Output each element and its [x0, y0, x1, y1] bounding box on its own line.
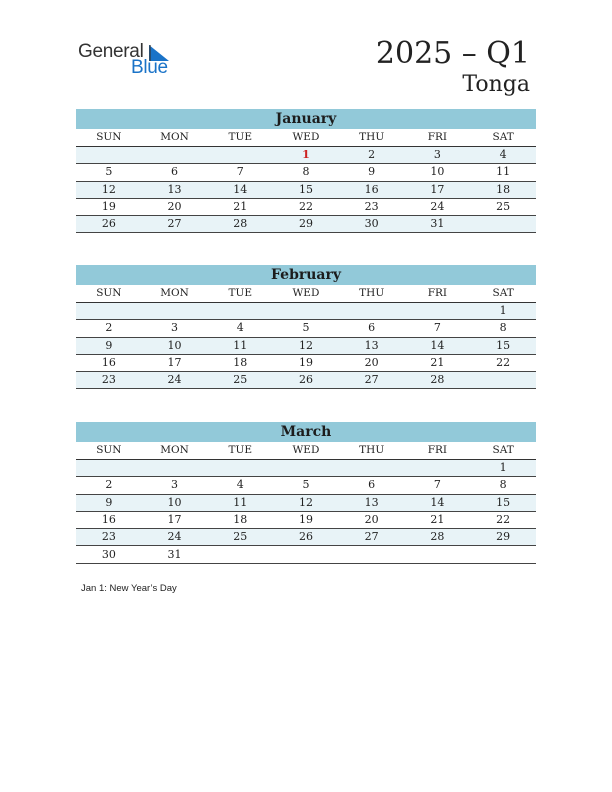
weekday-header-row — [76, 129, 536, 147]
day-cell: 12 — [273, 494, 339, 511]
day-cell: 1 — [470, 303, 536, 320]
week-row — [76, 147, 536, 164]
weekday-label: FRI — [405, 442, 471, 460]
weekday-label: WED — [273, 442, 339, 460]
day-cell: 5 — [273, 477, 339, 494]
day-cell — [273, 546, 339, 563]
day-cell: 3 — [142, 477, 208, 494]
weekday-label: THU — [339, 129, 405, 147]
day-cell: 27 — [142, 216, 208, 233]
day-cell: 23 — [76, 372, 142, 389]
day-cell: 13 — [339, 337, 405, 354]
week-row — [76, 354, 536, 371]
day-cell — [76, 303, 142, 320]
day-cell: 2 — [76, 477, 142, 494]
day-cell: 16 — [76, 354, 142, 371]
month-title: February — [76, 265, 536, 285]
day-cell: 24 — [405, 198, 471, 215]
day-cell — [339, 303, 405, 320]
day-cell: 4 — [470, 147, 536, 164]
weekday-label: SUN — [76, 285, 142, 303]
day-cell — [339, 546, 405, 563]
day-cell: 6 — [339, 320, 405, 337]
day-cell: 14 — [405, 494, 471, 511]
day-cell: 28 — [405, 372, 471, 389]
day-cell: 19 — [273, 511, 339, 528]
day-cell: 30 — [76, 546, 142, 563]
day-cell: 6 — [339, 477, 405, 494]
calendar-table — [76, 129, 536, 233]
day-cell — [76, 147, 142, 164]
month-title: January — [76, 109, 536, 129]
day-cell: 28 — [405, 529, 471, 546]
day-cell: 7 — [405, 320, 471, 337]
weekday-label: FRI — [405, 129, 471, 147]
day-cell: 17 — [142, 354, 208, 371]
day-cell: 19 — [76, 198, 142, 215]
day-cell: 27 — [339, 372, 405, 389]
day-cell: 4 — [207, 320, 273, 337]
day-cell — [470, 372, 536, 389]
day-cell: 17 — [142, 511, 208, 528]
day-cell: 15 — [470, 337, 536, 354]
weekday-label: SAT — [470, 285, 536, 303]
week-row — [76, 164, 536, 181]
day-cell — [405, 460, 471, 477]
day-cell: 28 — [207, 216, 273, 233]
day-cell: 3 — [405, 147, 471, 164]
day-cell: 7 — [207, 164, 273, 181]
calendar-table — [76, 285, 536, 389]
day-cell: 22 — [470, 354, 536, 371]
day-cell: 14 — [207, 181, 273, 198]
day-cell: 4 — [207, 477, 273, 494]
day-cell: 6 — [142, 164, 208, 181]
weekday-label: THU — [339, 285, 405, 303]
weekday-label: MON — [142, 285, 208, 303]
day-cell: 2 — [339, 147, 405, 164]
day-cell: 18 — [207, 511, 273, 528]
day-cell: 20 — [142, 198, 208, 215]
day-cell: 5 — [76, 164, 142, 181]
day-cell — [142, 147, 208, 164]
week-row — [76, 494, 536, 511]
weekday-label: SAT — [470, 129, 536, 147]
day-cell: 8 — [273, 164, 339, 181]
week-row — [76, 372, 536, 389]
day-cell: 26 — [273, 529, 339, 546]
week-row — [76, 320, 536, 337]
weekday-label: FRI — [405, 285, 471, 303]
day-cell — [142, 303, 208, 320]
day-cell: 11 — [207, 494, 273, 511]
logo-text-general: General — [78, 41, 144, 62]
day-cell: 5 — [273, 320, 339, 337]
day-cell: 9 — [76, 337, 142, 354]
day-cell: 22 — [470, 511, 536, 528]
day-cell: 21 — [405, 511, 471, 528]
week-row — [76, 303, 536, 320]
day-cell — [142, 460, 208, 477]
day-cell: 16 — [76, 511, 142, 528]
holiday-note: Jan 1: New Year’s Day — [81, 583, 177, 594]
week-row — [76, 216, 536, 233]
day-cell: 25 — [470, 198, 536, 215]
day-cell: 15 — [273, 181, 339, 198]
weekday-label: SAT — [470, 442, 536, 460]
day-cell: 1 — [470, 460, 536, 477]
week-row — [76, 181, 536, 198]
day-cell — [207, 546, 273, 563]
day-cell: 26 — [273, 372, 339, 389]
day-cell — [405, 303, 471, 320]
day-cell: 22 — [273, 198, 339, 215]
day-cell: 15 — [470, 494, 536, 511]
day-cell: 24 — [142, 372, 208, 389]
day-cell: 10 — [142, 337, 208, 354]
week-row — [76, 511, 536, 528]
day-cell: 18 — [470, 181, 536, 198]
day-cell: 14 — [405, 337, 471, 354]
weekday-label: WED — [273, 285, 339, 303]
day-cell: 31 — [142, 546, 208, 563]
day-cell: 29 — [470, 529, 536, 546]
logo-text-blue: Blue — [131, 57, 168, 78]
day-cell — [207, 303, 273, 320]
week-row — [76, 198, 536, 215]
day-cell — [273, 303, 339, 320]
day-cell: 8 — [470, 477, 536, 494]
day-cell: 16 — [339, 181, 405, 198]
weekday-label: TUE — [207, 442, 273, 460]
day-cell: 7 — [405, 477, 471, 494]
day-cell: 20 — [339, 511, 405, 528]
month-february — [76, 265, 536, 389]
week-row — [76, 529, 536, 546]
weekday-label: MON — [142, 442, 208, 460]
day-cell: 2 — [76, 320, 142, 337]
day-cell: 11 — [207, 337, 273, 354]
day-cell: 12 — [273, 337, 339, 354]
day-cell — [405, 546, 471, 563]
day-cell: 25 — [207, 529, 273, 546]
weekday-header-row — [76, 442, 536, 460]
weekday-header-row — [76, 285, 536, 303]
month-title: March — [76, 422, 536, 442]
day-cell — [76, 460, 142, 477]
month-march — [76, 422, 536, 564]
day-cell: 9 — [339, 164, 405, 181]
day-cell: 26 — [76, 216, 142, 233]
day-cell — [470, 216, 536, 233]
day-cell: 9 — [76, 494, 142, 511]
week-row — [76, 546, 536, 563]
weekday-label: TUE — [207, 285, 273, 303]
calendar-table — [76, 442, 536, 564]
week-row — [76, 337, 536, 354]
day-cell: 23 — [339, 198, 405, 215]
day-cell: 19 — [273, 354, 339, 371]
country-name: Tonga — [462, 72, 530, 97]
day-cell: 12 — [76, 181, 142, 198]
weekday-label: MON — [142, 129, 208, 147]
day-cell — [207, 460, 273, 477]
day-cell: 31 — [405, 216, 471, 233]
day-cell: 21 — [207, 198, 273, 215]
day-cell: 29 — [273, 216, 339, 233]
day-cell: 20 — [339, 354, 405, 371]
day-cell: 8 — [470, 320, 536, 337]
day-cell: 3 — [142, 320, 208, 337]
generalblue-logo — [78, 41, 178, 81]
day-cell: 13 — [142, 181, 208, 198]
day-cell: 27 — [339, 529, 405, 546]
day-cell: 13 — [339, 494, 405, 511]
day-cell: 21 — [405, 354, 471, 371]
week-row — [76, 460, 536, 477]
day-cell: 25 — [207, 372, 273, 389]
day-cell: 11 — [470, 164, 536, 181]
day-cell — [470, 546, 536, 563]
weekday-label: THU — [339, 442, 405, 460]
day-cell: 1 — [273, 147, 339, 164]
week-row — [76, 477, 536, 494]
day-cell: 24 — [142, 529, 208, 546]
month-january — [76, 109, 536, 233]
weekday-label: TUE — [207, 129, 273, 147]
page-title: 2025 – Q1 — [375, 36, 530, 71]
day-cell — [273, 460, 339, 477]
weekday-label: SUN — [76, 129, 142, 147]
day-cell: 30 — [339, 216, 405, 233]
day-cell — [207, 147, 273, 164]
day-cell: 10 — [405, 164, 471, 181]
day-cell: 18 — [207, 354, 273, 371]
day-cell: 23 — [76, 529, 142, 546]
weekday-label: WED — [273, 129, 339, 147]
weekday-label: SUN — [76, 442, 142, 460]
day-cell: 10 — [142, 494, 208, 511]
day-cell — [339, 460, 405, 477]
day-cell: 17 — [405, 181, 471, 198]
